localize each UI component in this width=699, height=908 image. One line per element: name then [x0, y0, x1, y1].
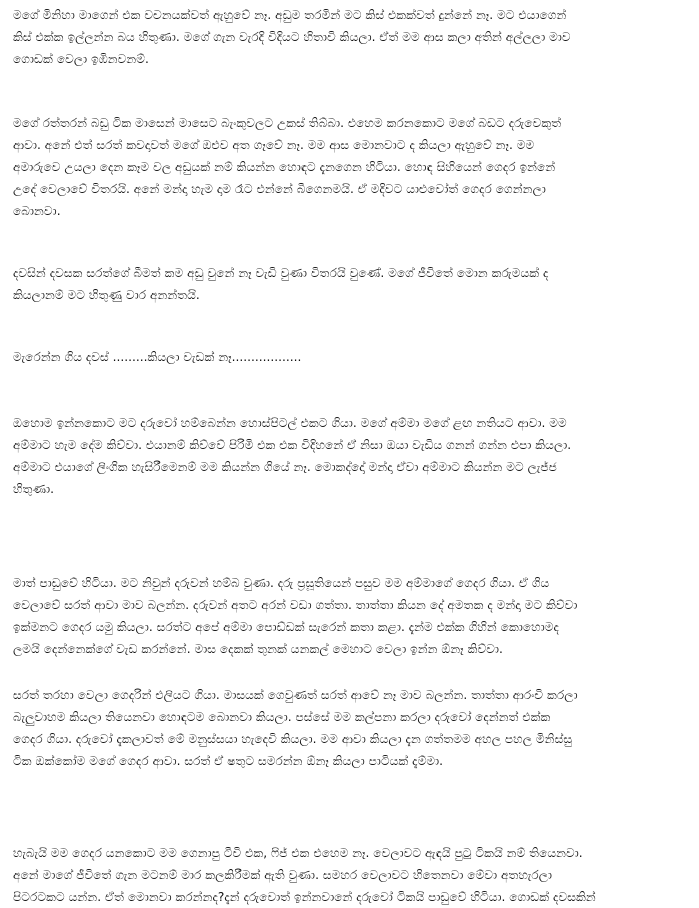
text-line: අමාරුවෙ උයලා දෙන කෑම වල අඩුයක් නම් කියන්න හොඳට දැනගෙන හිටියා. හොඳ සිහියෙන් ගෙදර ඉන්නේ: [13, 160, 556, 174]
text-line: මගේ මිනිහා මාගෙන් එක වචනයක්වත් ඇහුවේ නෑ. අඩුම තරමින් මට කිස් එකක්වත් දුන්නේ නෑ. මට එයාගෙන්: [13, 8, 567, 22]
text-line: ලමයි දෙන්නෙක්ගේ වැඩ කරන්නේ. මාස දෙකක් තුනක් යනකල් මෙහාට වෙලා ඉන්න ඕනෑ කිව්වා.: [13, 642, 503, 656]
text-line: ගොඩක් වෙලා ඉඹිනවනම්.: [13, 52, 149, 66]
paragraph-4: [13, 346, 689, 368]
paragraph-1: [13, 4, 689, 70]
text-line: පිටරටකට යන්න. ඒත් මොනවා කරන්නද?දැන් දරුවොත් ඉන්නවානේ දරුවෝ ටිකයි පාඩුවේ හිටියා. ගොඩක් දවසකින්: [13, 890, 596, 904]
text-line: බැලුවාහම කියලා තියෙනවා හොඳටම බොනවා කියලා. පස්සේ මම කල්පනා කරලා දරුවෝ දෙන්නත් එක්ක: [13, 710, 551, 724]
text-line: කියලානම් මට හිතුණු වාර අනන්තයි.: [13, 288, 200, 302]
text-line: මාත් පාඩුවේ හිටියා. මට නිවුන් දරුවන් හම්බ වුණා. දරු ප්‍රසූතියෙන් පසුව මම අම්මාගේ ගෙදර ගියා. ඒ ගිය: [13, 576, 550, 590]
paragraph-6: [13, 572, 689, 660]
text-line: හිතුණා.: [13, 482, 55, 496]
text-line: බොනවා.: [13, 204, 61, 218]
paragraph-3: [13, 262, 689, 306]
text-line: උදේ වෙලාවේ විතරයි. අනේ මන්දා හැම දාම රෑට එන්නේ බීගෙනමයි. ඒ මදිවට යාළුවෝත් ගෙදර ගෙන්නලා: [13, 182, 546, 196]
text-line: ඉක්මනට ගෙදර යමු කියලා. සරත්ට අපේ අම්මා පොඩ්ඩක් සැරෙන් කතා කළා. දැන්ම එක්ක ගිහින් කොහොමද: [13, 620, 559, 634]
paragraph-8: [13, 842, 689, 908]
text-line: සරත් තරහා වෙලා ගෙදරින් එලියට ගියා. මාසයක් ගෙවුණත් සරත් ආවේ නෑ මාව බලන්න. තාත්තා ආරංචි කරලා: [13, 688, 578, 702]
text-line: අම්මාට එයාගේ ලිංගික හැසිරීමෙනම් මම කියන්න ගියේ නෑ. මොකද්දෝ මන්දා ඒවා අම්මාට කියන්න මට ලැජ්ජ: [13, 460, 557, 474]
paragraph-7: [13, 684, 689, 772]
text-line: අනේ මාගේ ජීවිතේ ගැන මටනම් මාර කලකිරීමක් ඇති වුණා. සමහර වෙලාවට හිතෙනවා මේවා අතහැරලා: [13, 868, 553, 882]
text-line: අම්මාට හැම දේම කිව්වා. එයානම් කිව්වේ පිරිමි එක එක විදිහනේ ඒ නිසා ඔයා වැඩිය ගනන් ගන්න එපා කියලා.: [13, 438, 572, 452]
paragraph-5: [13, 412, 689, 500]
text-line: දවසින් දවසක සරත්ගේ බීමත් කම අඩු වුනේ නෑ වැඩි වුණා විතරයි වුණේ. මගේ ජීවිතේ මොන කරුමයක් ද: [13, 266, 549, 280]
paragraph-2: [13, 112, 689, 222]
text-line: ටික ඔක්කෝම මගේ ගෙදර ආවා. සරත් ඒ ෂතුට සමරන්න ඕනෑ කියලා පාටියක් දැම්මා.: [13, 754, 443, 768]
text-line: ඔහොම ඉන්නකොට මට දරුවෝ හම්බෙන්න හොස්පිටල් එකට ගියා. මගේ අම්මා මගේ ළඟ නතියට ආවා. මම: [13, 416, 567, 430]
text-line: ආවා. අනේ එත් සරත් කවදාවත් මගේ ඔළුව අත ගෑවේ නෑ. මම ආස මොනවාට ද කියලා ඇහුවේ නෑ. මම: [13, 138, 535, 152]
text-line: මගේ රත්තරන් බඩු ටික මාසෙන් මාසෙට බැංකුවලට උකස් තිබ්බා. එහෙම කරනකොට මගේ බඩට දරුවෙකුත්: [13, 116, 562, 130]
text-line: ගෙදර ගියා. දරුවෝ දැකලාවත් මේ මනුස්සයා හැදෙවි කියලා. මම ආවා කියලා දැන ගත්තමම අහල පහල මිනිස්සු: [13, 732, 573, 746]
text-line: වෙලාවේ සරත් ආවා මාව බලන්න. දරුවන් අතට අරන් වඩා ගත්තා. තාත්තා කියන දේ අමතක ද මන්දා මට කිව්වා: [13, 598, 578, 612]
text-line: කිස් එක්ක ඉල්ලන්න බය හිතුණා. මගේ ගැන වැරදි විදියට හිතාවි කියලා. ඒත් මම ආස කලා අතින් අල්ලලා මාව: [13, 30, 571, 44]
text-line: හැබැයි මම ගෙදර යනකොට මම ගෙනාපු ටීවි එක, ෆිජ් එක එහෙම නෑ. වෙලාවට ඇඳයි පුටු ටිකයි නම් තියෙනවා.: [13, 846, 583, 860]
text-line: මැරෙන්න ගිය දවස් .........කියලා වැඩක් නෑ..................: [13, 350, 302, 364]
